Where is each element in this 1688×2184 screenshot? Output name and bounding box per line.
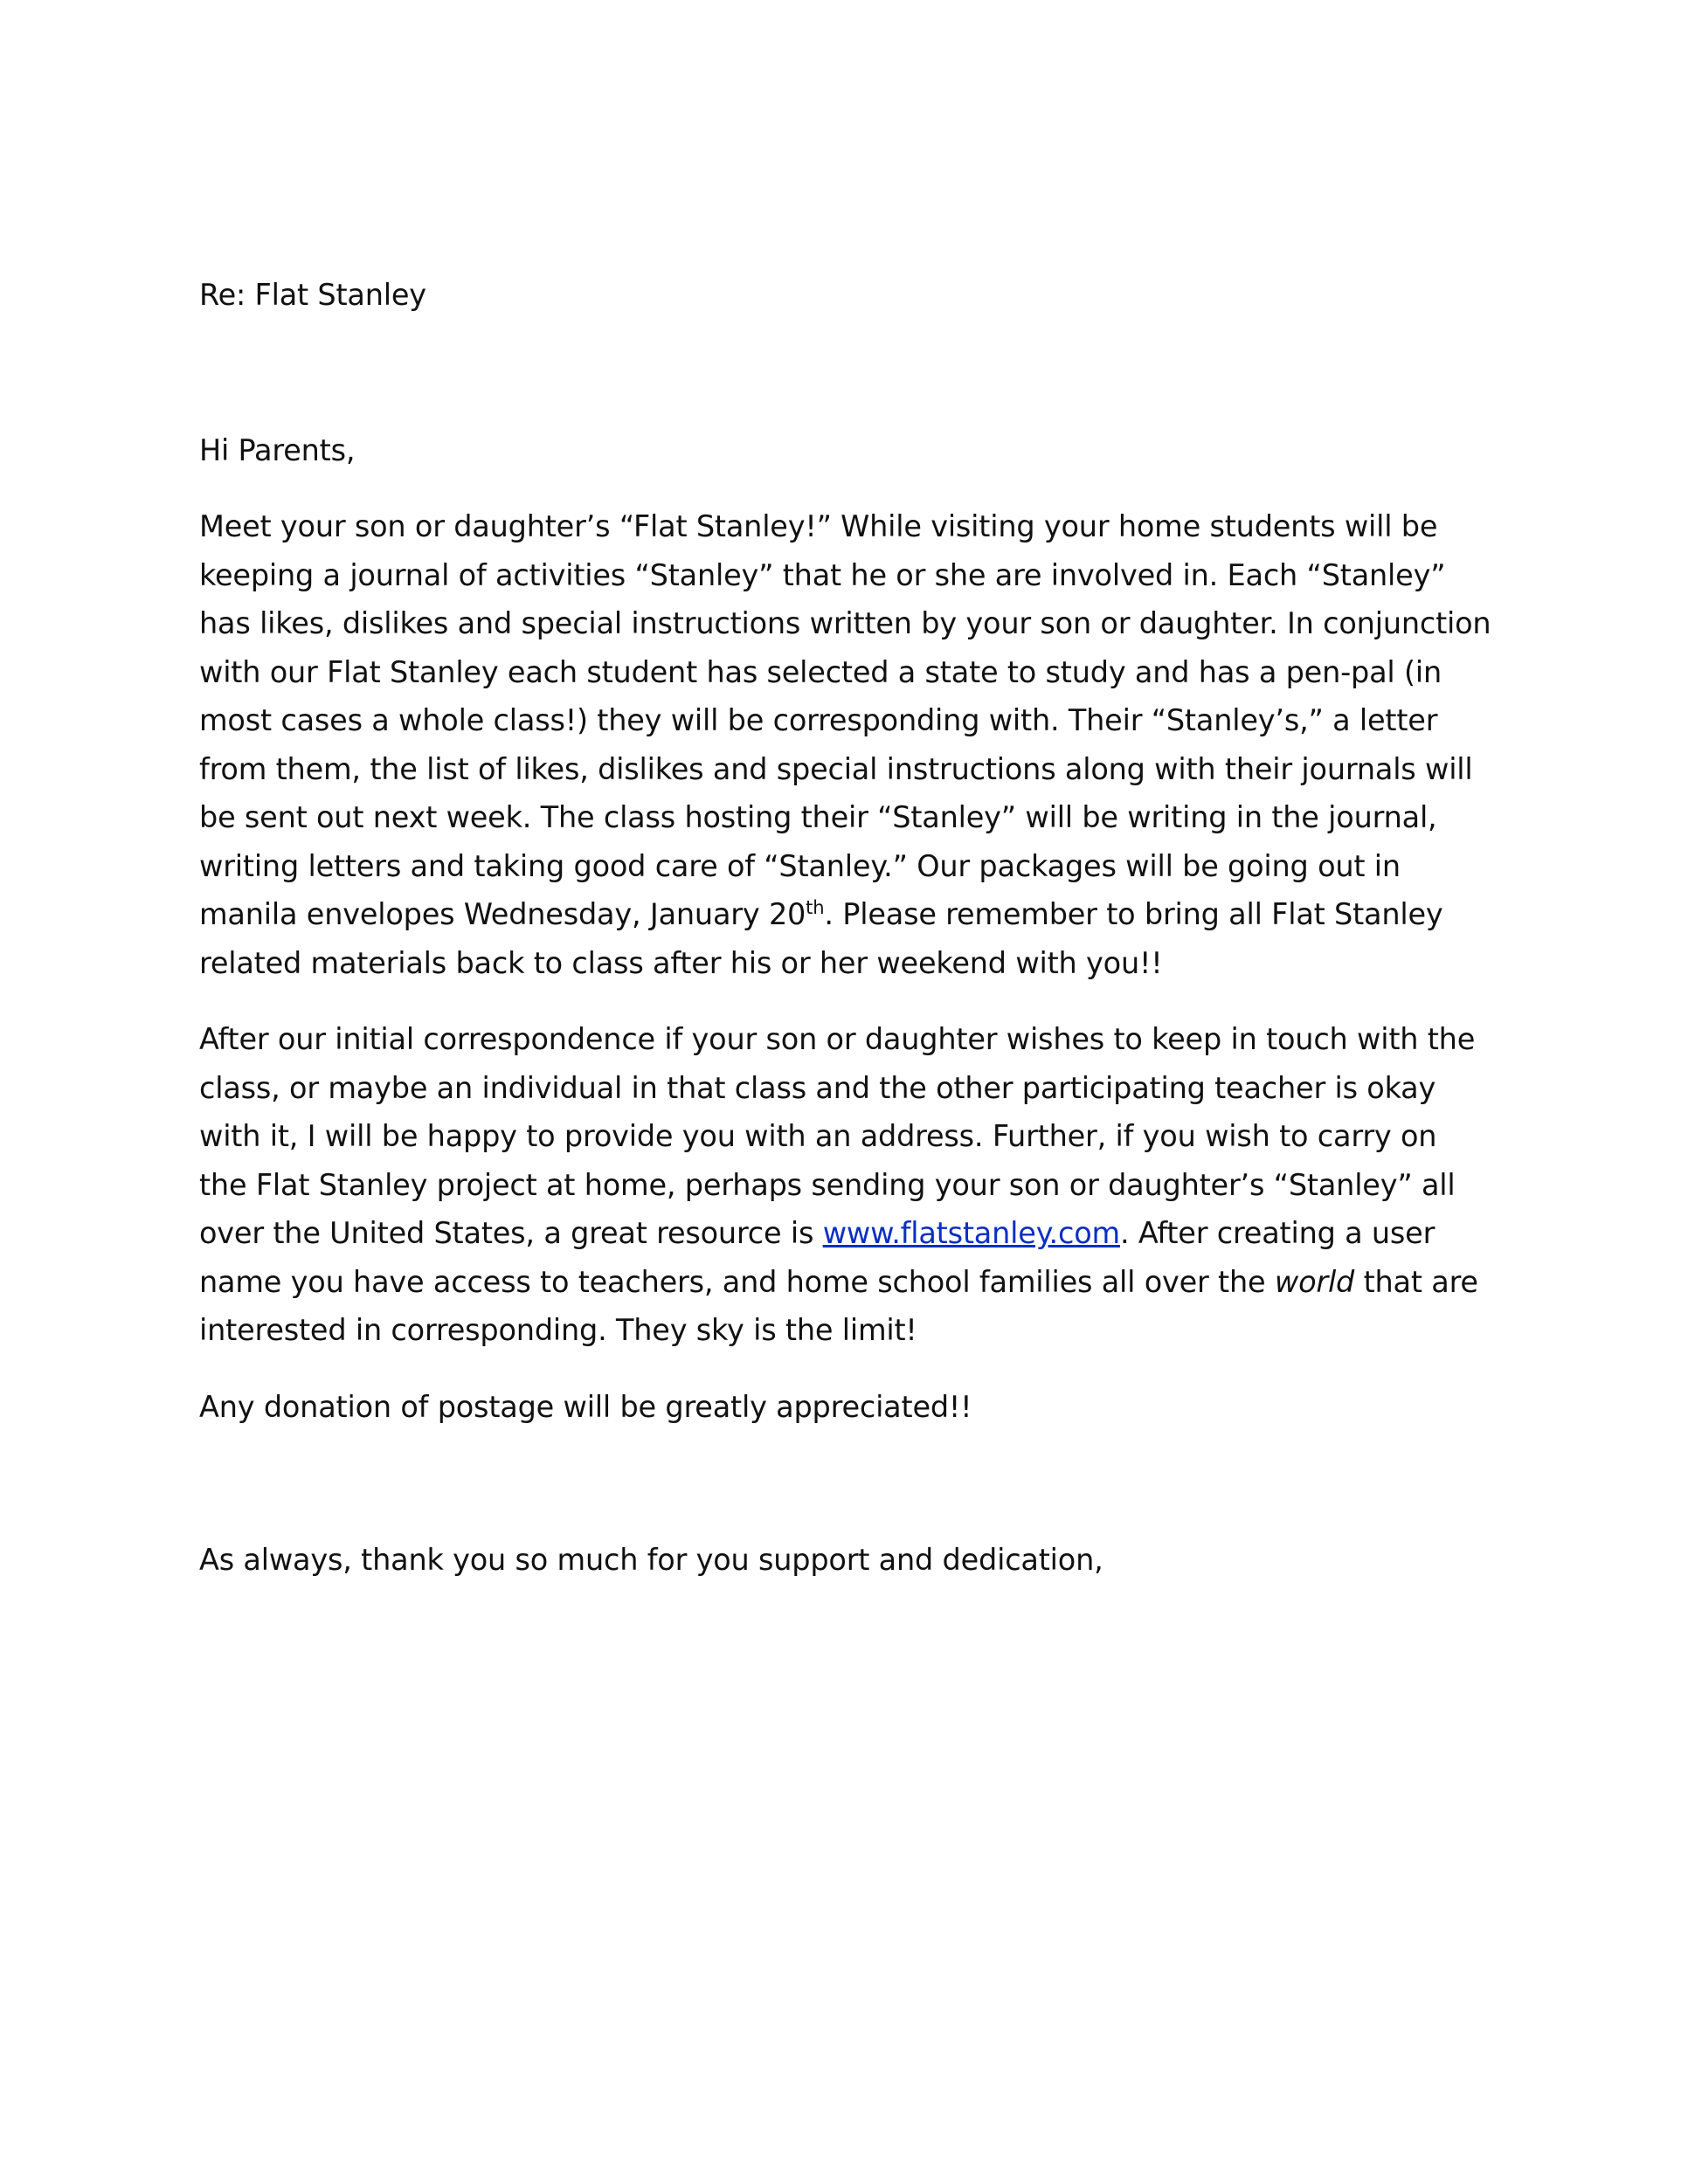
subject-line: Re: Flat Stanley xyxy=(199,278,426,312)
paragraph-followup-text-end: that are interested in corresponding. They sky is the limit! xyxy=(199,1264,1478,1347)
donation-note: Any donation of postage will be greatly appreciated!! xyxy=(199,1389,972,1424)
paragraph-followup xyxy=(199,1015,1492,1355)
paragraph-intro-text: Meet your son or daughter’s “Flat Stanley!” While visiting your home students will be keeping a journal of activities “Stanley” that he or she are involved in. Each “Stanley” has likes, dislikes and special instructions written by your son or daughter. In conjunction with our Flat Stanley each student has selected a state to study and has a pen-pal (in most cases a whole class!) they will be corresponding with. Their “Stanley’s,” a letter from them, the list of likes, dislikes and special instructions along with their journals will be sent out next week. The class hosting their “Stanley” will be writing in the journal, writing letters and taking good care of “Stanley.” Our packages will be going out in manila envelopes Wednesday, January 20 xyxy=(199,509,1491,931)
paragraph-followup-text-mid: . After creating a user name you have access to teachers, and home school families all over the xyxy=(199,1216,1435,1299)
emphasis-world: world xyxy=(1274,1264,1355,1299)
ordinal-suffix: th xyxy=(806,896,825,918)
paragraph-intro xyxy=(199,502,1492,987)
closing-line: As always, thank you so much for you support and dedication, xyxy=(199,1543,1103,1577)
letter-page xyxy=(199,271,1492,1585)
paragraph-intro-text-end: . Please remember to bring all Flat Stanley related materials back to class after his or her weekend with you!! xyxy=(199,897,1443,980)
flatstanley-link[interactable]: www.flatstanley.com xyxy=(822,1216,1120,1250)
paragraph-followup-text: After our initial correspondence if your son or daughter wishes to keep in touch with the class, or maybe an individual in that class and the other participating teacher is okay with it, I will be happy to provide you with an address. Further, if you wish to carry on the Flat Stanley project at home, perhaps sending your son or daughter’s “Stanley” all over the United States, a great resource is xyxy=(199,1022,1476,1250)
greeting: Hi Parents, xyxy=(199,432,356,467)
